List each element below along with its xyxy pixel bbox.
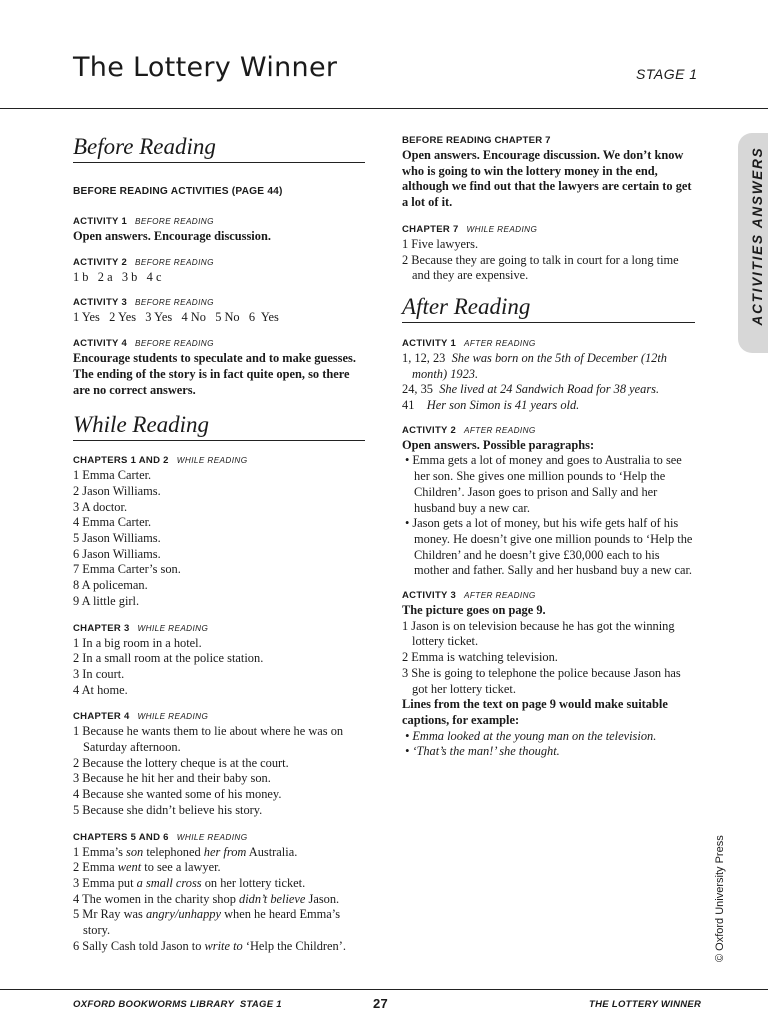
- list-item: 5 Mr Ray was angry/unhappy when he heard Emma’s story.: [73, 907, 341, 938]
- answer-list: [73, 724, 365, 818]
- activity-lead: Lines from the text on page 9 would make suitable captions, for example:: [402, 697, 668, 727]
- answer-list: [402, 619, 697, 698]
- list-item: 4 The women in the charity shop didn’t believe Jason.: [73, 891, 340, 906]
- list-item: 1, 12, 23 She was born on the 5th of December (12th month) 1923.: [402, 350, 668, 381]
- list-item: 4 Emma Carter.: [73, 515, 152, 530]
- list-item: 2 Because they are going to talk in court for a long time and they are expensive.: [402, 252, 679, 283]
- chapter-header: [73, 620, 365, 636]
- chapter-sub: WHILE READING: [137, 712, 209, 722]
- list-item: 4 Because she wanted some of his money.: [73, 787, 282, 802]
- bullet-list: [402, 729, 697, 760]
- footer-series: OXFORD BOOKWORMS LIBRARY STAGE 1: [73, 999, 282, 1010]
- list-item: 2 Emma went to see a lawyer.: [73, 860, 221, 875]
- chapter-label: CHAPTERS 1 AND 2: [73, 455, 169, 467]
- activity-label: ACTIVITY 3: [402, 590, 457, 602]
- activity-sub: BEFORE READING: [135, 217, 214, 226]
- section-side-tab: [738, 133, 768, 353]
- footer-divider: [0, 989, 768, 990]
- page-title: The Lottery Winner: [73, 52, 338, 83]
- chapter-sub: WHILE READING: [466, 224, 538, 234]
- activity-answer: Open answers. Encourage discussion.: [73, 229, 271, 243]
- activity-sub: BEFORE READING: [135, 257, 214, 267]
- list-item: 1 Emma Carter.: [73, 468, 152, 483]
- footer-book-title: THE LOTTERY WINNER: [589, 999, 702, 1010]
- activity-header: [402, 587, 697, 603]
- answer-list: [402, 237, 697, 284]
- activity-sub: AFTER READING: [464, 338, 536, 348]
- list-item: • Emma looked at the young man on the television.: [402, 729, 697, 745]
- list-item: 7 Emma Carter’s son.: [73, 562, 181, 577]
- side-tab-label: ACTIVITIES ANSWERS: [750, 146, 765, 326]
- before-reading-title: Before Reading: [73, 132, 365, 163]
- list-item: • Emma gets a lot of money and goes to Australia to see her son. She gives one million pounds to ‘Help the Children’. Jason goes to prison and Sally and her husband buy a new car.: [402, 453, 697, 516]
- list-item: 6 Sally Cash told Jason to write to ‘Help the Children’.: [73, 938, 346, 953]
- header-divider: [0, 108, 768, 109]
- activity-sub: AFTER READING: [464, 591, 536, 601]
- list-item: 9 A little girl.: [73, 593, 140, 608]
- activity-sub: AFTER READING: [464, 425, 536, 435]
- activity-label: ACTIVITY 2: [402, 424, 457, 436]
- activity-answer: 1 b 2 a 3 b 4 c: [73, 269, 162, 284]
- list-item: 8 A policeman.: [73, 578, 148, 593]
- before-reading-heading: BEFORE READING ACTIVITIES (PAGE 44): [73, 186, 283, 197]
- list-item: 1 Five lawyers.: [402, 236, 479, 251]
- left-column: [73, 132, 365, 955]
- chapter7-answer: Open answers. Encourage discussion. We don’t know who is going to win the lottery money in the end, although we find out that the lawyers are certain to get a lot of it.: [402, 148, 692, 210]
- activity-header: [73, 213, 365, 229]
- after-reading-title: After Reading: [402, 292, 695, 323]
- list-item: 2 Because the lottery cheque is at the court.: [73, 755, 289, 770]
- list-item: 1 Emma’s son telephoned her from Australia.: [73, 844, 298, 859]
- list-item: 2 In a small room at the police station.: [73, 651, 264, 666]
- activity-header: [402, 422, 697, 438]
- activity-header: [402, 335, 697, 351]
- chapter-header: [402, 221, 697, 237]
- activity-header: [73, 335, 365, 351]
- list-item: 3 Because he hit her and their baby son.: [73, 771, 271, 786]
- activity-header: [73, 294, 365, 310]
- activity-label: ACTIVITY 1: [402, 337, 457, 349]
- activity-label: ACTIVITY 1: [73, 216, 128, 227]
- list-item: 3 Emma put a small cross on her lottery ticket.: [73, 875, 306, 890]
- list-item: 3 A doctor.: [73, 499, 128, 514]
- chapter-header: [73, 452, 365, 468]
- list-item: • ‘That’s the man!’ she thought.: [402, 744, 697, 760]
- activity-header: [73, 254, 365, 270]
- chapter-sub: WHILE READING: [176, 832, 248, 842]
- chapter-label: CHAPTER 7: [402, 223, 459, 235]
- list-item: • Jason gets a lot of money, but his wife gets half of his money. He doesn’t give one million pounds to ‘Help the Children’ and he doesn’t give £30,000 each to his mother and father. Sally and her husband buy a new car.: [402, 516, 697, 579]
- list-item: 4 At home.: [73, 682, 128, 697]
- list-item: 1 Because he wants them to lie about where he was on Saturday afternoon.: [73, 724, 344, 755]
- list-item: 5 Jason Williams.: [73, 531, 161, 546]
- chapter-sub: WHILE READING: [176, 456, 248, 466]
- chapter-header: [73, 708, 365, 724]
- chapter-label: CHAPTERS 5 AND 6: [73, 831, 169, 843]
- answer-list: [73, 636, 365, 699]
- activity-lead: Open answers. Possible paragraphs:: [402, 437, 595, 452]
- list-item: 2 Emma is watching television.: [402, 650, 558, 665]
- activity-label: ACTIVITY 2: [73, 256, 128, 268]
- list-item: 2 Jason Williams.: [73, 483, 161, 498]
- activity-answer: Encourage students to speculate and to make guesses. The ending of the story is in fact quite open, so there are no correct answers.: [73, 351, 356, 397]
- activity-answer: 1 Yes 2 Yes 3 Yes 4 No 5 No 6 Yes: [73, 310, 279, 325]
- list-item: 3 In court.: [73, 666, 125, 681]
- activity-label: ACTIVITY 4: [73, 338, 128, 350]
- answer-list: [402, 351, 697, 414]
- chapter-header: [73, 829, 365, 845]
- activity-sub: BEFORE READING: [135, 298, 214, 308]
- while-reading-title: While Reading: [73, 410, 365, 441]
- stage-label: STAGE 1: [636, 66, 698, 82]
- list-item: 3 She is going to telephone the police because Jason has got her lottery ticket.: [402, 665, 681, 696]
- list-item: 1 In a big room in a hotel.: [73, 635, 202, 650]
- answer-list: [73, 845, 365, 955]
- page-number: 27: [373, 996, 389, 1011]
- list-item: 5 Because she didn’t believe his story.: [73, 802, 263, 817]
- before-reading-chapter7-heading: BEFORE READING CHAPTER 7: [402, 135, 551, 146]
- activity-sub: BEFORE READING: [135, 339, 214, 349]
- activity-lead: The picture goes on page 9.: [402, 603, 546, 618]
- list-item: 24, 35 She lived at 24 Sandwich Road for 38 years.: [402, 382, 660, 397]
- bullet-list: [402, 453, 697, 579]
- activity-label: ACTIVITY 3: [73, 297, 128, 309]
- list-item: 6 Jason Williams.: [73, 546, 161, 561]
- chapter-label: CHAPTER 4: [73, 711, 130, 723]
- list-item: 1 Jason is on television because he has got the winning lottery ticket.: [402, 618, 675, 649]
- answer-list: [73, 468, 365, 609]
- right-column: [402, 134, 697, 760]
- chapter-sub: WHILE READING: [137, 623, 209, 633]
- list-item: 41 Her son Simon is 41 years old.: [402, 398, 580, 413]
- copyright-notice: © Oxford University Press: [714, 835, 726, 962]
- chapter-label: CHAPTER 3: [73, 622, 130, 634]
